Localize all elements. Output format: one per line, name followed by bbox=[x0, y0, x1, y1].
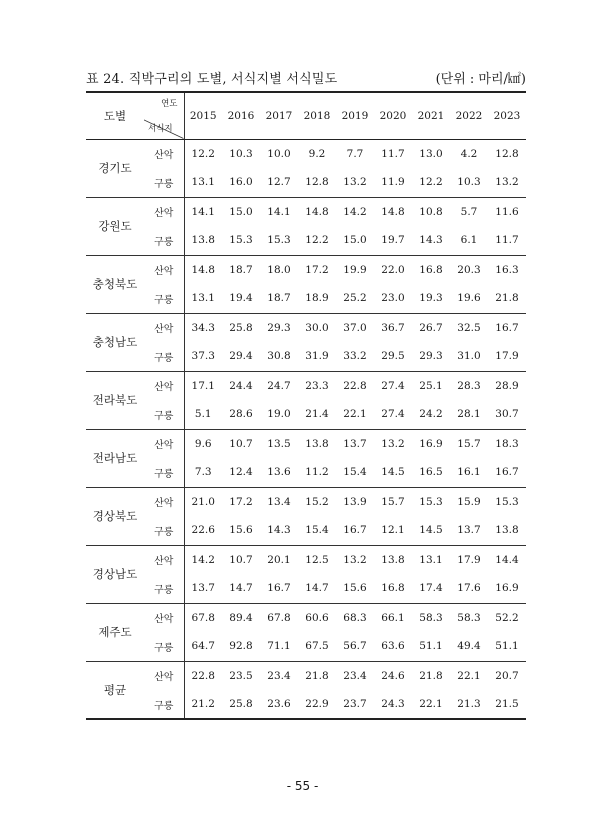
value-cell: 18.7 bbox=[260, 284, 298, 313]
header-year-2023: 2023 bbox=[488, 92, 526, 139]
table-row bbox=[86, 487, 526, 516]
table-body bbox=[86, 139, 526, 719]
value-cell: 30.8 bbox=[260, 342, 298, 371]
value-cell: 19.0 bbox=[260, 400, 298, 429]
value-cell: 15.9 bbox=[457, 495, 481, 508]
region-cell: 충청북도 bbox=[86, 255, 144, 313]
value-cell: 24.6 bbox=[381, 669, 405, 682]
region-cell: 강원도 bbox=[86, 197, 144, 255]
table-row bbox=[86, 545, 526, 574]
value-cell: 15.0 bbox=[229, 205, 253, 218]
table-row bbox=[86, 313, 526, 342]
header-year-2016: 2016 bbox=[222, 92, 260, 139]
value-cell: 23.6 bbox=[260, 690, 298, 719]
value-cell: 13.8 bbox=[488, 516, 526, 545]
value-cell: 14.2 bbox=[191, 553, 215, 566]
value-cell: 30.7 bbox=[488, 400, 526, 429]
table-row bbox=[86, 168, 526, 197]
value-cell: 13.7 bbox=[343, 437, 367, 450]
value-cell: 16.9 bbox=[488, 574, 526, 603]
habitat-cell: 산악 bbox=[144, 313, 184, 342]
value-cell: 16.7 bbox=[495, 321, 519, 334]
value-cell: 66.1 bbox=[381, 611, 405, 624]
table-row bbox=[86, 690, 526, 719]
value-cell: 22.8 bbox=[343, 379, 367, 392]
value-cell: 51.1 bbox=[488, 632, 526, 661]
value-cell: 15.4 bbox=[298, 516, 336, 545]
value-cell: 51.1 bbox=[412, 632, 450, 661]
region-cell: 경상남도 bbox=[86, 545, 144, 603]
habitat-cell: 구릉 bbox=[144, 226, 184, 255]
value-cell: 30.0 bbox=[305, 321, 329, 334]
value-cell: 15.3 bbox=[260, 226, 298, 255]
value-cell: 7.7 bbox=[346, 147, 364, 160]
value-cell: 13.2 bbox=[381, 437, 405, 450]
value-cell: 67.8 bbox=[267, 611, 291, 624]
value-cell: 16.1 bbox=[450, 458, 488, 487]
header-year-2022: 2022 bbox=[450, 92, 488, 139]
value-cell: 25.8 bbox=[229, 321, 253, 334]
value-cell: 15.6 bbox=[222, 516, 260, 545]
table-unit: (단위 : 마리/㎢) bbox=[435, 72, 526, 87]
value-cell: 12.8 bbox=[298, 168, 336, 197]
value-cell: 7.3 bbox=[184, 458, 222, 487]
value-cell: 13.4 bbox=[267, 495, 291, 508]
value-cell: 14.7 bbox=[298, 574, 336, 603]
density-table bbox=[86, 91, 526, 720]
value-cell: 12.4 bbox=[222, 458, 260, 487]
habitat-cell: 산악 bbox=[144, 603, 184, 632]
value-cell: 29.3 bbox=[267, 321, 291, 334]
value-cell: 21.8 bbox=[305, 669, 329, 682]
value-cell: 10.3 bbox=[229, 147, 253, 160]
table-caption bbox=[86, 68, 526, 86]
value-cell: 16.0 bbox=[222, 168, 260, 197]
value-cell: 63.6 bbox=[374, 632, 412, 661]
value-cell: 14.4 bbox=[495, 553, 519, 566]
habitat-cell: 구릉 bbox=[144, 458, 184, 487]
table-header-row bbox=[86, 92, 526, 139]
value-cell: 14.3 bbox=[412, 226, 450, 255]
value-cell: 24.4 bbox=[229, 379, 253, 392]
value-cell: 13.0 bbox=[419, 147, 443, 160]
value-cell: 37.3 bbox=[184, 342, 222, 371]
table-row bbox=[86, 574, 526, 603]
value-cell: 28.9 bbox=[495, 379, 519, 392]
value-cell: 22.1 bbox=[336, 400, 374, 429]
region-cell: 경상북도 bbox=[86, 487, 144, 545]
habitat-cell: 산악 bbox=[144, 429, 184, 458]
value-cell: 16.3 bbox=[495, 263, 519, 276]
value-cell: 12.2 bbox=[191, 147, 215, 160]
habitat-cell: 산악 bbox=[144, 255, 184, 284]
value-cell: 23.4 bbox=[343, 669, 367, 682]
value-cell: 49.4 bbox=[450, 632, 488, 661]
value-cell: 12.5 bbox=[305, 553, 329, 566]
value-cell: 17.2 bbox=[305, 263, 329, 276]
value-cell: 13.8 bbox=[184, 226, 222, 255]
habitat-cell: 구릉 bbox=[144, 574, 184, 603]
value-cell: 23.3 bbox=[305, 379, 329, 392]
region-cell: 경기도 bbox=[86, 139, 144, 197]
habitat-cell: 구릉 bbox=[144, 690, 184, 719]
value-cell: 15.7 bbox=[457, 437, 481, 450]
value-cell: 22.8 bbox=[191, 669, 215, 682]
value-cell: 13.6 bbox=[260, 458, 298, 487]
value-cell: 23.0 bbox=[374, 284, 412, 313]
table-row bbox=[86, 342, 526, 371]
value-cell: 15.4 bbox=[336, 458, 374, 487]
value-cell: 11.2 bbox=[298, 458, 336, 487]
value-cell: 14.5 bbox=[374, 458, 412, 487]
habitat-cell: 산악 bbox=[144, 371, 184, 400]
habitat-cell: 구릉 bbox=[144, 516, 184, 545]
region-cell: 전라남도 bbox=[86, 429, 144, 487]
value-cell: 21.0 bbox=[191, 495, 215, 508]
value-cell: 11.9 bbox=[374, 168, 412, 197]
value-cell: 13.1 bbox=[184, 168, 222, 197]
value-cell: 17.2 bbox=[229, 495, 253, 508]
value-cell: 10.7 bbox=[229, 553, 253, 566]
value-cell: 16.9 bbox=[419, 437, 443, 450]
table-row bbox=[86, 284, 526, 313]
value-cell: 9.6 bbox=[194, 437, 212, 450]
habitat-cell: 산악 bbox=[144, 139, 184, 168]
value-cell: 14.8 bbox=[305, 205, 329, 218]
value-cell: 5.1 bbox=[184, 400, 222, 429]
region-cell: 제주도 bbox=[86, 603, 144, 661]
value-cell: 9.2 bbox=[308, 147, 326, 160]
value-cell: 56.7 bbox=[336, 632, 374, 661]
table-row bbox=[86, 603, 526, 632]
value-cell: 10.8 bbox=[419, 205, 443, 218]
habitat-cell: 구릉 bbox=[144, 342, 184, 371]
value-cell: 16.7 bbox=[488, 458, 526, 487]
header-diagonal-cell bbox=[144, 92, 184, 139]
value-cell: 89.4 bbox=[229, 611, 253, 624]
value-cell: 67.5 bbox=[298, 632, 336, 661]
table-row bbox=[86, 429, 526, 458]
value-cell: 12.2 bbox=[298, 226, 336, 255]
table-row bbox=[86, 458, 526, 487]
value-cell: 12.1 bbox=[374, 516, 412, 545]
value-cell: 24.7 bbox=[267, 379, 291, 392]
value-cell: 14.8 bbox=[191, 263, 215, 276]
value-cell: 12.2 bbox=[412, 168, 450, 197]
header-year-2015: 2015 bbox=[184, 92, 222, 139]
value-cell: 26.7 bbox=[419, 321, 443, 334]
value-cell: 22.1 bbox=[412, 690, 450, 719]
region-cell: 전라북도 bbox=[86, 371, 144, 429]
value-cell: 13.1 bbox=[184, 284, 222, 313]
value-cell: 18.7 bbox=[229, 263, 253, 276]
value-cell: 15.7 bbox=[381, 495, 405, 508]
value-cell: 16.8 bbox=[374, 574, 412, 603]
table-row bbox=[86, 226, 526, 255]
value-cell: 16.7 bbox=[336, 516, 374, 545]
value-cell: 11.7 bbox=[488, 226, 526, 255]
value-cell: 28.1 bbox=[450, 400, 488, 429]
table-row bbox=[86, 255, 526, 284]
value-cell: 10.3 bbox=[450, 168, 488, 197]
value-cell: 22.9 bbox=[298, 690, 336, 719]
table-row bbox=[86, 516, 526, 545]
value-cell: 17.9 bbox=[488, 342, 526, 371]
habitat-cell: 산악 bbox=[144, 661, 184, 690]
value-cell: 27.4 bbox=[374, 400, 412, 429]
value-cell: 92.8 bbox=[222, 632, 260, 661]
value-cell: 22.1 bbox=[457, 669, 481, 682]
value-cell: 20.1 bbox=[267, 553, 291, 566]
value-cell: 15.0 bbox=[336, 226, 374, 255]
value-cell: 64.7 bbox=[184, 632, 222, 661]
value-cell: 25.8 bbox=[222, 690, 260, 719]
table-title: 표 24. 직박구리의 도별, 서식지별 서식밀도 bbox=[86, 72, 338, 87]
value-cell: 18.0 bbox=[267, 263, 291, 276]
value-cell: 13.9 bbox=[343, 495, 367, 508]
value-cell: 22.6 bbox=[184, 516, 222, 545]
value-cell: 21.5 bbox=[488, 690, 526, 719]
value-cell: 4.2 bbox=[460, 147, 478, 160]
value-cell: 14.7 bbox=[222, 574, 260, 603]
habitat-cell: 산악 bbox=[144, 197, 184, 226]
value-cell: 52.2 bbox=[495, 611, 519, 624]
value-cell: 67.8 bbox=[191, 611, 215, 624]
value-cell: 11.7 bbox=[381, 147, 405, 160]
header-year-2019: 2019 bbox=[336, 92, 374, 139]
habitat-cell: 산악 bbox=[144, 487, 184, 516]
header-year-label: 연도 bbox=[161, 99, 178, 109]
value-cell: 58.3 bbox=[419, 611, 443, 624]
value-cell: 17.6 bbox=[450, 574, 488, 603]
value-cell: 15.3 bbox=[222, 226, 260, 255]
habitat-cell: 구릉 bbox=[144, 632, 184, 661]
value-cell: 19.7 bbox=[374, 226, 412, 255]
table-row bbox=[86, 661, 526, 690]
value-cell: 25.1 bbox=[419, 379, 443, 392]
value-cell: 18.9 bbox=[298, 284, 336, 313]
value-cell: 10.7 bbox=[229, 437, 253, 450]
value-cell: 31.9 bbox=[298, 342, 336, 371]
value-cell: 31.0 bbox=[450, 342, 488, 371]
value-cell: 21.8 bbox=[419, 669, 443, 682]
value-cell: 71.1 bbox=[260, 632, 298, 661]
value-cell: 20.3 bbox=[457, 263, 481, 276]
value-cell: 13.2 bbox=[336, 168, 374, 197]
value-cell: 13.7 bbox=[450, 516, 488, 545]
value-cell: 21.4 bbox=[298, 400, 336, 429]
value-cell: 58.3 bbox=[457, 611, 481, 624]
value-cell: 15.3 bbox=[495, 495, 519, 508]
value-cell: 19.3 bbox=[412, 284, 450, 313]
value-cell: 68.3 bbox=[343, 611, 367, 624]
value-cell: 13.2 bbox=[488, 168, 526, 197]
value-cell: 23.4 bbox=[267, 669, 291, 682]
value-cell: 14.5 bbox=[412, 516, 450, 545]
value-cell: 60.6 bbox=[305, 611, 329, 624]
table-row bbox=[86, 197, 526, 226]
value-cell: 16.8 bbox=[419, 263, 443, 276]
value-cell: 13.8 bbox=[381, 553, 405, 566]
value-cell: 12.8 bbox=[495, 147, 519, 160]
value-cell: 17.1 bbox=[191, 379, 215, 392]
value-cell: 28.6 bbox=[222, 400, 260, 429]
value-cell: 14.3 bbox=[260, 516, 298, 545]
value-cell: 13.8 bbox=[305, 437, 329, 450]
value-cell: 20.7 bbox=[495, 669, 519, 682]
value-cell: 36.7 bbox=[381, 321, 405, 334]
habitat-cell: 구릉 bbox=[144, 168, 184, 197]
value-cell: 12.7 bbox=[260, 168, 298, 197]
page-number: - 55 - bbox=[286, 779, 319, 793]
value-cell: 14.8 bbox=[381, 205, 405, 218]
value-cell: 5.7 bbox=[460, 205, 478, 218]
header-year-2017: 2017 bbox=[260, 92, 298, 139]
value-cell: 19.6 bbox=[450, 284, 488, 313]
header-year-2021: 2021 bbox=[412, 92, 450, 139]
value-cell: 13.2 bbox=[343, 553, 367, 566]
value-cell: 21.3 bbox=[450, 690, 488, 719]
value-cell: 23.5 bbox=[229, 669, 253, 682]
value-cell: 6.1 bbox=[450, 226, 488, 255]
value-cell: 19.4 bbox=[222, 284, 260, 313]
table-row bbox=[86, 371, 526, 400]
table-row bbox=[86, 400, 526, 429]
habitat-cell: 구릉 bbox=[144, 400, 184, 429]
habitat-cell: 구릉 bbox=[144, 284, 184, 313]
value-cell: 33.2 bbox=[336, 342, 374, 371]
value-cell: 17.4 bbox=[412, 574, 450, 603]
value-cell: 25.2 bbox=[336, 284, 374, 313]
table-row bbox=[86, 632, 526, 661]
value-cell: 19.9 bbox=[343, 263, 367, 276]
value-cell: 34.3 bbox=[191, 321, 215, 334]
region-cell: 충청남도 bbox=[86, 313, 144, 371]
value-cell: 18.3 bbox=[495, 437, 519, 450]
header-habitat-label: 서식지 bbox=[148, 123, 173, 134]
value-cell: 13.7 bbox=[184, 574, 222, 603]
value-cell: 15.2 bbox=[305, 495, 329, 508]
value-cell: 32.5 bbox=[457, 321, 481, 334]
value-cell: 15.6 bbox=[336, 574, 374, 603]
value-cell: 10.0 bbox=[267, 147, 291, 160]
value-cell: 13.1 bbox=[419, 553, 443, 566]
value-cell: 29.4 bbox=[222, 342, 260, 371]
value-cell: 23.7 bbox=[336, 690, 374, 719]
value-cell: 14.1 bbox=[267, 205, 291, 218]
value-cell: 29.3 bbox=[412, 342, 450, 371]
value-cell: 24.3 bbox=[374, 690, 412, 719]
habitat-cell: 산악 bbox=[144, 545, 184, 574]
header-year-2020: 2020 bbox=[374, 92, 412, 139]
value-cell: 22.0 bbox=[381, 263, 405, 276]
region-cell: 평균 bbox=[86, 661, 144, 719]
value-cell: 21.8 bbox=[488, 284, 526, 313]
value-cell: 21.2 bbox=[184, 690, 222, 719]
table-row bbox=[86, 139, 526, 168]
value-cell: 14.1 bbox=[191, 205, 215, 218]
value-cell: 29.5 bbox=[374, 342, 412, 371]
value-cell: 17.9 bbox=[457, 553, 481, 566]
header-region: 도별 bbox=[86, 92, 144, 139]
value-cell: 16.7 bbox=[260, 574, 298, 603]
value-cell: 37.0 bbox=[343, 321, 367, 334]
value-cell: 15.3 bbox=[419, 495, 443, 508]
header-year-2018: 2018 bbox=[298, 92, 336, 139]
value-cell: 14.2 bbox=[343, 205, 367, 218]
value-cell: 27.4 bbox=[381, 379, 405, 392]
value-cell: 16.5 bbox=[412, 458, 450, 487]
value-cell: 11.6 bbox=[495, 205, 519, 218]
value-cell: 24.2 bbox=[412, 400, 450, 429]
value-cell: 13.5 bbox=[267, 437, 291, 450]
value-cell: 28.3 bbox=[457, 379, 481, 392]
